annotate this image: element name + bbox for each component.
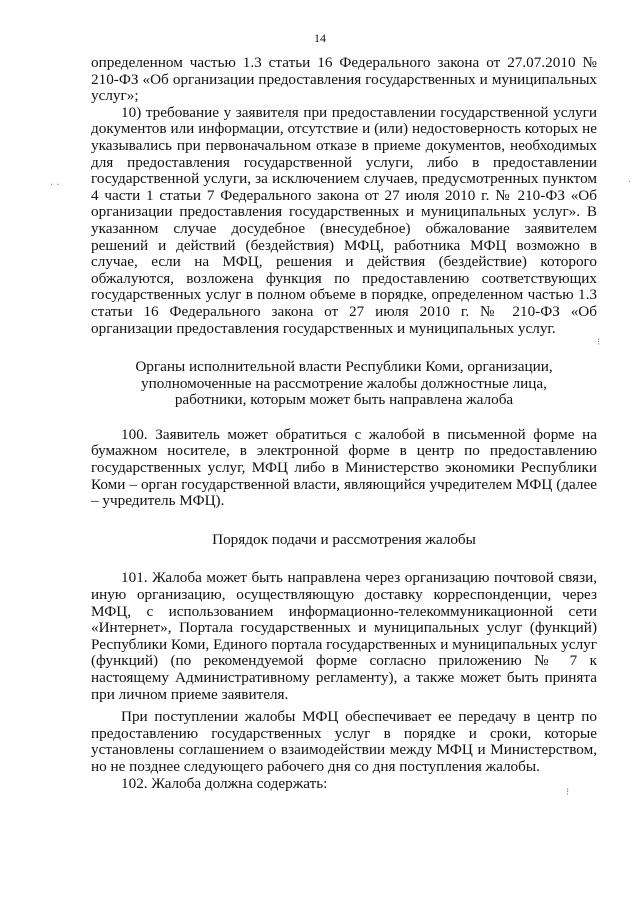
scan-mark-right-mid: ⁝: [597, 337, 601, 348]
page-number: 14: [314, 31, 326, 45]
paragraph-102: 102. Жалоба должна содержать:: [121, 774, 328, 792]
paragraph-item-10: 10) требование у заявителя при предоставлении государственной услуги документов или информации, отсутствие и (или) недостоверность которых не указывались при первоначальном отказе в приеме документов, необходимых для предоставления государственной услуги, либо в предоставлении государственной услуги, за исключением случаев, предусмотренных пунктом 4 части 1 статьи 7 Федерального закона от 27 июля 2010 г. № 210-ФЗ «Об организации предоставления государственных и муниципальных услуг». В указанном случае досудебное (внесудебное) обжалование заявителем решений и действий (бездействия) МФЦ, работника МФЦ возможно в случае, если на МФЦ, решения и действия (бездействие) которого обжалуются, возложена функция по предоставлению соответствующих государственных услуг в полном объеме в порядке, определенном частью 1.3 статьи 16 Федерального закона от 27 июля 2010 г. № 210-ФЗ «Об организации предоставления государственных и муниципальных услуг.: [91, 103, 597, 337]
paragraph-continuation: определенном частью 1.3 статьи 16 Федерального закона от 27.07.2010 № 210-ФЗ «Об организации предоставления государственных и муниципальных услуг»;: [91, 54, 597, 105]
scan-mark-right-bottom: ⁝: [566, 787, 570, 798]
document-body: [91, 55, 597, 792]
scan-mark-right-top: ·: [628, 177, 632, 188]
paragraph-100: 100. Заявитель может обратиться с жалобой в письменной форме на бумажном носителе, в электронной форме в центр по предоставлению государственных услуг, МФЦ либо в Министерство экономики Республики Коми – орган государственной власти, являющийся учредителем МФЦ (далее – учредитель МФЦ).: [91, 425, 597, 510]
paragraph-mfc-transfer: При поступлении жалобы МФЦ обеспечивает ее передачу в центр по предоставлению государственных услуг в порядке и сроки, которые установлены соглашением о взаимодействии между МФЦ и Министерством, но не позднее следующего рабочего дня со дня поступления жалобы.: [91, 708, 597, 775]
paragraph-101: 101. Жалоба может быть направлена через организацию почтовой связи, иную организацию, осуществляющую доставку корреспонденции, через МФЦ, с использованием информационно-телекоммуникационной сети «Интернет», Портала государственных и муниципальных услуг (функций) Республики Коми, Единого портала государственных и муниципальных услуг (функций) (по рекомендуемой форме согласно приложению № 7 к настоящему Административному регламенту), а также может быть принята при личном приеме заявителя.: [91, 569, 597, 703]
section-heading-authorities: Органы исполнительной власти Республики Коми, организации, уполномоченные на рассмотрение жалобы должностные лица, работники, которым может быть направлена жалоба: [135, 358, 553, 409]
scan-mark-left: · ·: [50, 180, 60, 191]
section-heading-procedure: Порядок подачи и рассмотрения жалобы: [212, 530, 476, 548]
